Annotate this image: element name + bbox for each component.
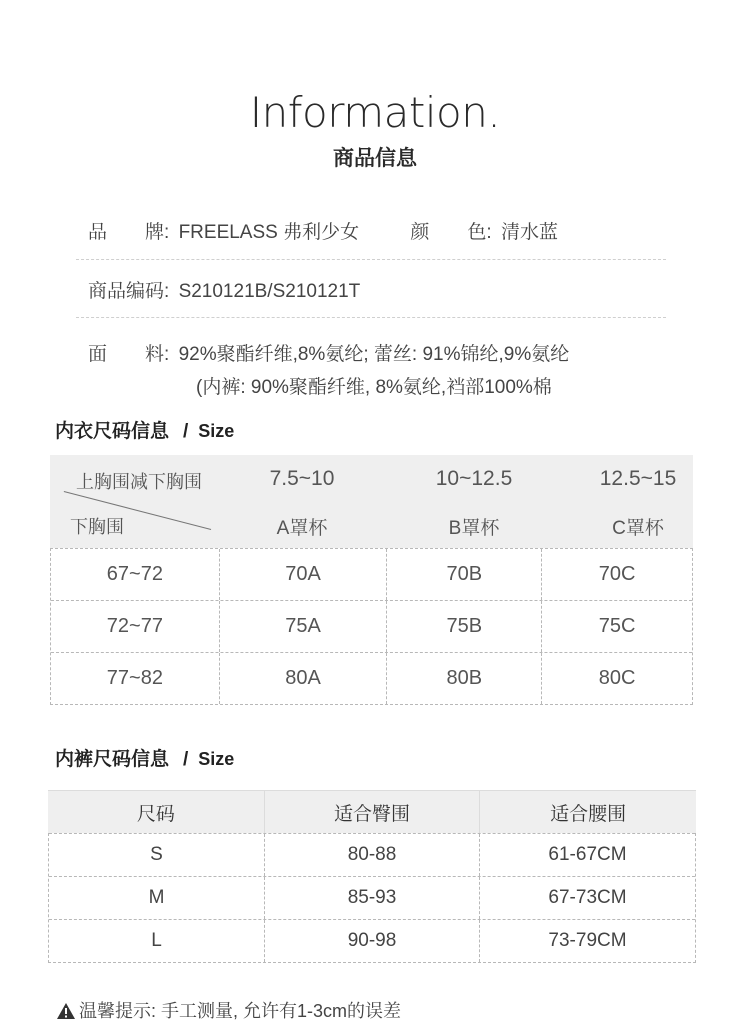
panty-size-table <box>48 790 696 963</box>
bra-section-title-cn: 内衣尺码信息 <box>55 421 170 442</box>
code-label: 商品编码: <box>88 281 170 302</box>
code-value: S210121B/S210121T <box>178 281 361 302</box>
table-cell: 80C <box>541 653 692 704</box>
brand-value: FREELASS 弗利少女 <box>178 222 360 243</box>
measurement-tip <box>57 997 401 1024</box>
header-hip: 适合臀围 <box>264 791 480 833</box>
table-row <box>49 919 695 962</box>
fabric-label: 面 料: <box>88 344 170 365</box>
table-cell: 75C <box>541 601 692 652</box>
color-value: 清水蓝 <box>500 222 558 243</box>
table-cell: 80B <box>386 653 541 704</box>
panty-section-title <box>55 744 234 771</box>
table-cell: 75B <box>386 601 541 652</box>
bra-section-title-en: Size <box>198 421 235 441</box>
divider <box>76 317 666 318</box>
panty-table-header <box>48 790 696 833</box>
table-cell: S <box>150 844 163 865</box>
brand-color-line <box>88 217 558 244</box>
table-cell: L <box>151 930 162 951</box>
table-cell: 85-93 <box>264 877 479 919</box>
table-cell: M <box>148 887 165 908</box>
panty-table-body <box>48 833 696 963</box>
table-cell: 73-79CM <box>479 920 695 962</box>
cup-c: C罩杯 <box>612 518 664 539</box>
table-row <box>51 600 692 652</box>
fabric-value-2: (内裤: 90%聚酯纤维, 8%氨纶,裆部100%棉 <box>196 377 552 398</box>
bra-table-header <box>50 455 693 548</box>
cup-b: B罩杯 <box>448 518 500 539</box>
tip-text: 温馨提示: 手工测量, 允许有1-3cm的误差 <box>79 1001 402 1021</box>
header-size: 尺码 <box>136 803 175 825</box>
bra-section-title <box>55 416 234 443</box>
code-line <box>88 276 360 303</box>
table-cell: 90-98 <box>264 920 479 962</box>
fabric-line <box>88 339 569 366</box>
table-cell: 75A <box>219 601 387 652</box>
panty-section-title-en: Size <box>198 749 235 769</box>
range-a: 7.5~10 <box>269 467 335 490</box>
page-title-cn: 商品信息 <box>333 147 417 170</box>
table-cell: 72~77 <box>106 615 163 637</box>
table-cell: 80-88 <box>264 834 479 876</box>
page-title-en: Information. <box>249 88 501 137</box>
table-cell: 80A <box>219 653 387 704</box>
bra-size-table <box>50 455 693 703</box>
table-cell: 70C <box>541 549 692 600</box>
warning-icon <box>57 1003 75 1024</box>
table-row <box>51 652 692 704</box>
range-b: 10~12.5 <box>435 467 513 490</box>
table-cell: 70B <box>386 549 541 600</box>
header-bust-difference: 上胸围减下胸围 <box>76 472 202 492</box>
bra-table-body <box>50 548 693 705</box>
table-cell: 61-67CM <box>479 834 695 876</box>
table-cell: 77~82 <box>106 667 163 689</box>
table-cell: 70A <box>219 549 387 600</box>
table-row <box>51 549 692 600</box>
divider <box>76 259 666 260</box>
table-cell: 67~72 <box>106 563 163 585</box>
table-row <box>49 833 695 876</box>
header-underbust: 下胸围 <box>70 517 124 537</box>
title-slash: / <box>183 421 189 442</box>
panty-section-title-cn: 内裤尺码信息 <box>55 749 170 770</box>
header-waist: 适合腰围 <box>479 791 696 833</box>
fabric-value-1: 92%聚酯纤维,8%氨纶; 蕾丝: 91%锦纶,9%氨纶 <box>178 344 570 365</box>
range-c: 12.5~15 <box>599 467 677 490</box>
color-label: 颜 色: <box>410 222 492 243</box>
brand-label: 品 牌: <box>88 222 170 243</box>
cup-a: A罩杯 <box>276 518 328 539</box>
title-slash: / <box>183 749 189 770</box>
table-cell: 67-73CM <box>479 877 695 919</box>
table-row <box>49 876 695 919</box>
